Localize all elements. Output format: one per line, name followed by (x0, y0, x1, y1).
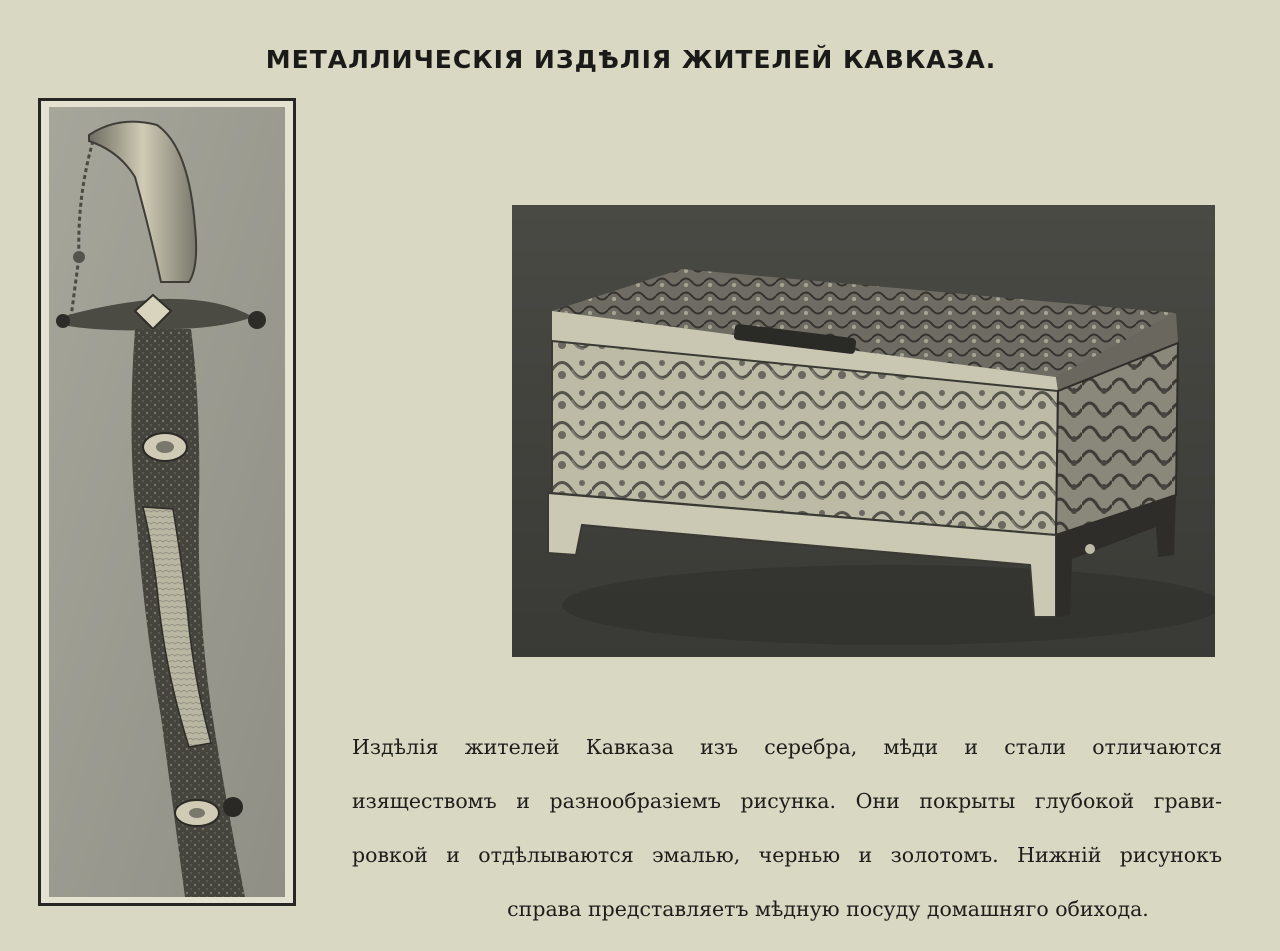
saber-illustration (49, 107, 285, 897)
caption-line: справа представляетъ мѣдную посуду домашняго обихода. (507, 897, 1149, 921)
casket-illustration (512, 205, 1215, 657)
caption-line: Издѣлія жителей Кавказа изъ серебра, мѣди и стали отличаются (352, 735, 1222, 759)
caption-line: ровкой и отдѣлываются эмалью, чернью и золотомъ. Нижній рисунокъ (352, 843, 1222, 867)
sword-photo (49, 107, 285, 897)
sword-photo-frame (38, 98, 296, 906)
caption-paragraph (352, 720, 1222, 936)
casket-photo (512, 205, 1215, 657)
page-title: МЕТАЛЛИЧЕСКІЯ ИЗДѢЛІЯ ЖИТЕЛЕЙ КАВКАЗА. (265, 44, 997, 74)
caption-line: изяществомъ и разнообразіемъ рисунка. Они покрыты глубокой грави- (352, 789, 1222, 813)
